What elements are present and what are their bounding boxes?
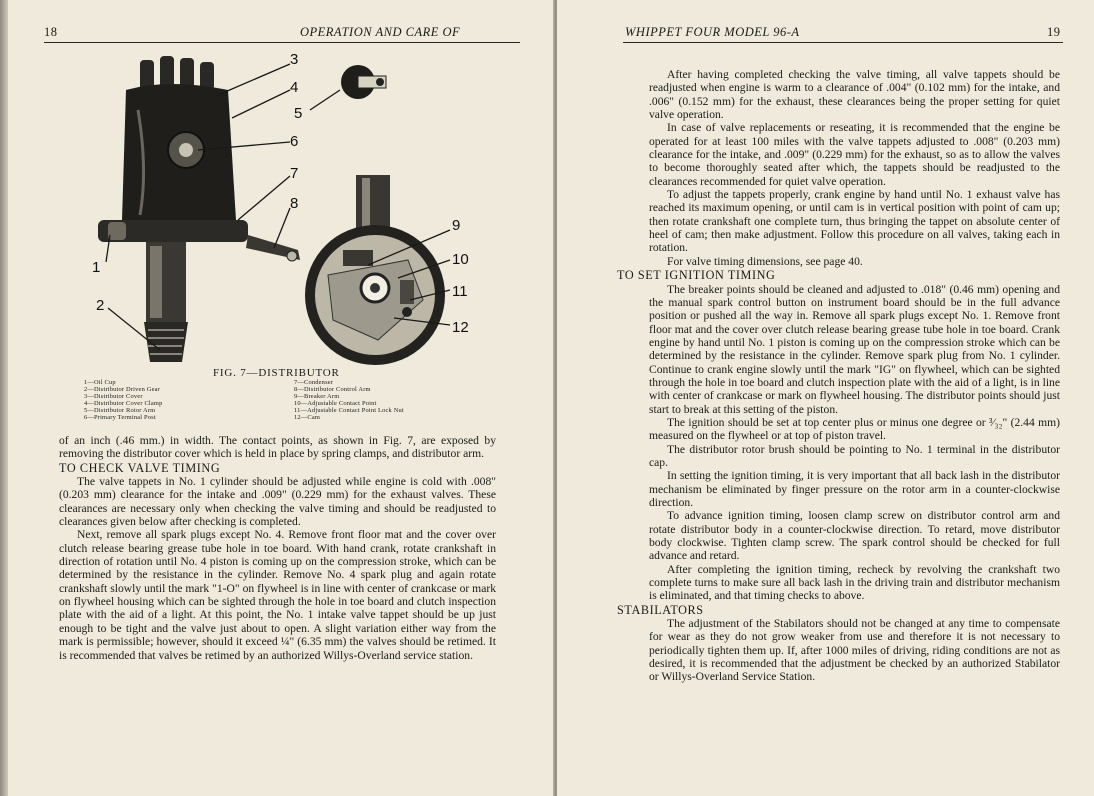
legend-item: 10—Adjustable Contact Point	[294, 400, 377, 408]
distributor-figure	[78, 50, 498, 365]
page-edge	[0, 0, 8, 796]
left-running-head: OPERATION AND CARE OF	[300, 25, 461, 39]
right-body-text	[617, 68, 1060, 684]
body-paragraph: The distributor rotor brush should be pointing to No. 1 terminal in the distributor cap.	[649, 442, 1060, 469]
right-running-head: WHIPPET FOUR MODEL 96-A	[625, 25, 800, 39]
body-paragraph: The breaker points should be cleaned and adjusted to .018" (0.46 mm) opening and the manual spark control button on instrument board should be in the full advance position or pushed all the way in. Remove all spark plugs except No. 1. Remove front floor mat and the cover over clutch release bearing grease tube hole in toe board. Crank engine by hand until No. 1 piston is coming up on the compression stroke which can be determined by the resistance in the cylinder. Remove spark plug from No. 1 cylinder. Continue to crank engine slowly until the mark "IG" on flywheel, which can be sighted through the hole in toe board and clutch inspection plate with the aid of a light, is in line with center of crankcase or mark on flywheel housing. The distributor points should just start to break at this setting of the piston.	[649, 282, 1060, 416]
legend-item: 5—Distributor Rotor Arm	[84, 407, 156, 415]
callout-8: 8	[290, 195, 299, 212]
body-paragraph: In setting the ignition timing, it is very important that all back lash in the distributor mechanism be eliminated by finger pressure on the rotor arm in a counter-clockwise direction.	[649, 469, 1060, 509]
breaker-plate-illustration	[305, 175, 445, 365]
body-paragraph: of an inch (.46 mm.) in width. The contact points, as shown in Fig. 7, are exposed by removing the distributor cover which is held in place by spring clamps, and distributor arm.	[59, 434, 496, 461]
callout-6: 6	[290, 133, 299, 150]
rotor-arm-illustration	[341, 65, 386, 99]
legend-item: 1—Oil Cup	[84, 379, 116, 386]
legend-item: 4—Distributor Cover Clamp	[84, 400, 163, 408]
legend-item: 12—Cam	[294, 414, 321, 422]
callout-10: 10	[452, 251, 469, 268]
legend-item: 8—Distributor Control Arm	[294, 386, 371, 394]
left-header-rule	[44, 42, 520, 43]
figure-legend-right	[294, 379, 404, 422]
body-paragraph: The valve tappets in No. 1 cylinder should be adjusted while engine is cold with .008" (0.203 mm) clearance for the intake and .009" (0.229 mm) for the exhaust valves. These clearances are necessary only when checking the valve timing and should be readjusted to clearances given below after checking is completed.	[59, 475, 496, 529]
distributor-body-illustration	[98, 56, 303, 362]
left-page-number: 18	[44, 25, 58, 39]
left-body-text	[59, 434, 496, 662]
body-paragraph: To advance ignition timing, loosen clamp screw on distributor control arm and rotate distributor body in a counter-clockwise direction. To retard, move distributor body clockwise. Tighten clamp screw. The spark control should be checked for full advance and retard.	[649, 509, 1060, 563]
callout-12: 12	[452, 319, 469, 336]
body-paragraph: In case of valve replacements or reseating, it is recommended that the engine be operated for at least 100 miles with the valve tappets adjusted to .008" (0.203 mm) clearance for the intake, and .009" (0.229 mm) for the exhaust, so as to allow the valves to become thoroughly seated after which, the tappets should be readjusted to the clearances recommended for quiet valve operation.	[649, 121, 1060, 188]
body-paragraph: The ignition should be set at top center plus or minus one degree or ³⁄₃₂" (2.44 mm) measured on the flywheel or at top of piston travel.	[649, 415, 1060, 443]
right-page	[557, 0, 1094, 796]
body-paragraph: To adjust the tappets properly, crank engine by hand until No. 1 exhaust valve has reached its maximum opening, or until cam is in vertical position with point of cam up; then rotate crankshaft one complete turn, thus bringing the tappet on absolute center of heel of cam; then make adjustment. Follow this procedure on all valves, taking each in rotation.	[649, 188, 1060, 255]
callout-5: 5	[294, 105, 303, 122]
legend-item: 11—Adjustable Contact Point Lock Nut	[294, 407, 404, 415]
body-paragraph: The adjustment of the Stabilators should not be changed at any time to compensate for wear as they do not grow weaker from use and therefore it is not necessary to periodically tighten them up. If, after 1000 miles of driving, riding conditions are not as desired, it is recommended that the adjustment be checked by an authorized Stabilator or Willys-Overland Service Station.	[649, 617, 1060, 684]
callout-1: 1	[92, 259, 101, 276]
left-page	[8, 0, 555, 796]
right-header-rule	[623, 42, 1063, 43]
callout-3: 3	[290, 51, 299, 68]
legend-item: 6—Primary Terminal Post	[84, 414, 156, 422]
section-heading-valve-timing: TO CHECK VALVE TIMING	[59, 460, 221, 475]
body-paragraph: Next, remove all spark plugs except No. 4. Remove front floor mat and the cover over clutch release bearing grease tube hole in toe board. With hand crank, rotate crankshaft in direction of rotation until No. 4 piston is coming up on the compression stroke, which can be determined by the resistance in the cylinder. Remove No. 4 spark plug and again rotate crankshaft slowly until the mark "1-O" on flywheel is in line with center of crankcase or mark on flywheel housing which can be sighted through the hole in toe board and clutch inspection plate with the aid of a light. At this point, the No. 1 intake valve tappet should be up just enough to be tight and the valve just about to open. A slight variation either way from the mark is permissible; however, should it exceed ¼" (6.35 mm) the valves should be retimed. It is recommended that valves be retimed by an authorized Willys-Overland service station.	[59, 528, 496, 662]
legend-item: 3—Distributor Cover	[84, 393, 143, 401]
figure-legend-left	[84, 379, 163, 422]
figure-caption: FIG. 7—DISTRIBUTOR	[213, 367, 340, 379]
body-paragraph: For valve timing dimensions, see page 40.	[667, 254, 863, 268]
callout-9: 9	[452, 217, 461, 234]
legend-item: 7—Condenser	[294, 379, 334, 386]
callout-11: 11	[452, 283, 468, 300]
callout-4: 4	[290, 79, 299, 96]
callout-2: 2	[96, 297, 105, 314]
section-heading: STABILATORS	[617, 602, 704, 617]
legend-item: 2—Distributor Driven Gear	[84, 386, 160, 394]
callout-7: 7	[290, 165, 299, 182]
legend-item: 9—Breaker Arm	[294, 393, 340, 401]
body-paragraph: After completing the ignition timing, recheck by revolving the crankshaft two complete turns to make sure all back lash in the driving train and distributor mechanism is eliminated, and that timing checks to above.	[649, 562, 1060, 603]
section-heading: TO SET IGNITION TIMING	[617, 268, 776, 283]
body-paragraph: After having completed checking the valve timing, all valve tappets should be readjusted when engine is warm to a clearance of .004" (0.102 mm) for the intake, and .006" (0.152 mm) for the exhaust, these clearances being the proper setting for quiet valve operation.	[649, 68, 1060, 122]
right-page-number: 19	[1047, 25, 1061, 39]
